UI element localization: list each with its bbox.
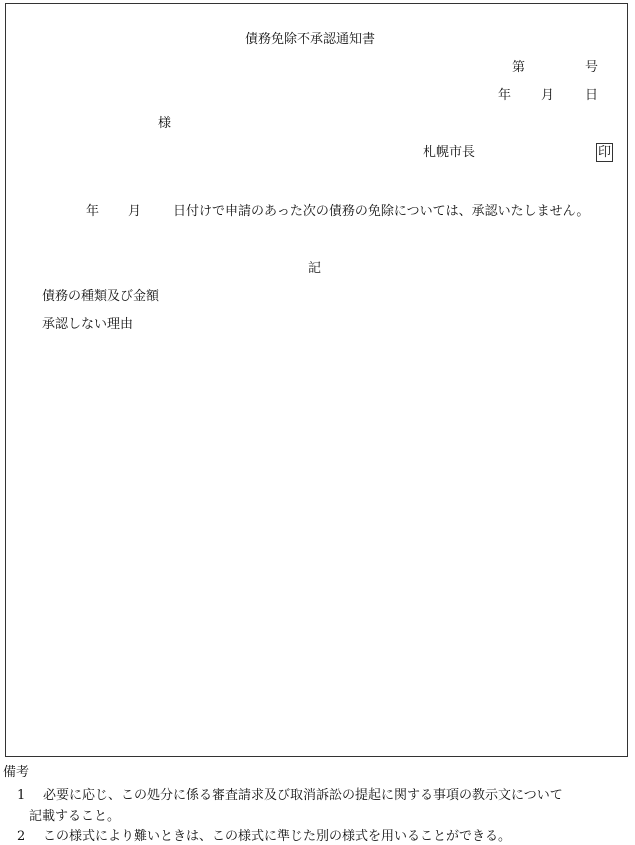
doc-number-suffix: 号	[585, 60, 599, 75]
document-title: 債務免除不承認通知書	[245, 32, 376, 47]
ki-heading: 記	[308, 261, 322, 276]
seal-text: 印	[597, 145, 611, 160]
seal-mark	[596, 143, 613, 162]
item-rejection-reason: 承認しない理由	[42, 317, 134, 332]
body-year: 年	[86, 204, 100, 219]
item-debt-type-amount: 債務の種類及び金額	[42, 289, 160, 304]
doc-number-prefix: 第	[512, 60, 526, 75]
addressee-honorific: 様	[158, 116, 172, 131]
note-1-text: 必要に応じ、この処分に係る審査請求及び取消訴訟の提起に関する事項の教示文について	[43, 788, 563, 803]
notes-heading: 備考	[3, 765, 30, 780]
body-month: 月	[128, 204, 142, 219]
note-2-text: この様式により難いときは、この様式に準じた別の様式を用いることができる。	[43, 829, 512, 844]
note-2-number: 2	[17, 829, 26, 844]
body-text: 日付けで申請のあった次の債務の免除については、承認いたしません。	[173, 204, 590, 219]
issue-date-year: 年	[498, 88, 512, 103]
note-1-number: 1	[17, 788, 26, 803]
issue-date-month: 月	[541, 88, 555, 103]
issue-date-day: 日	[585, 88, 599, 103]
note-1-text-cont: 記載すること。	[29, 809, 121, 824]
form-frame	[5, 3, 628, 757]
sender-name: 札幌市長	[423, 145, 476, 160]
